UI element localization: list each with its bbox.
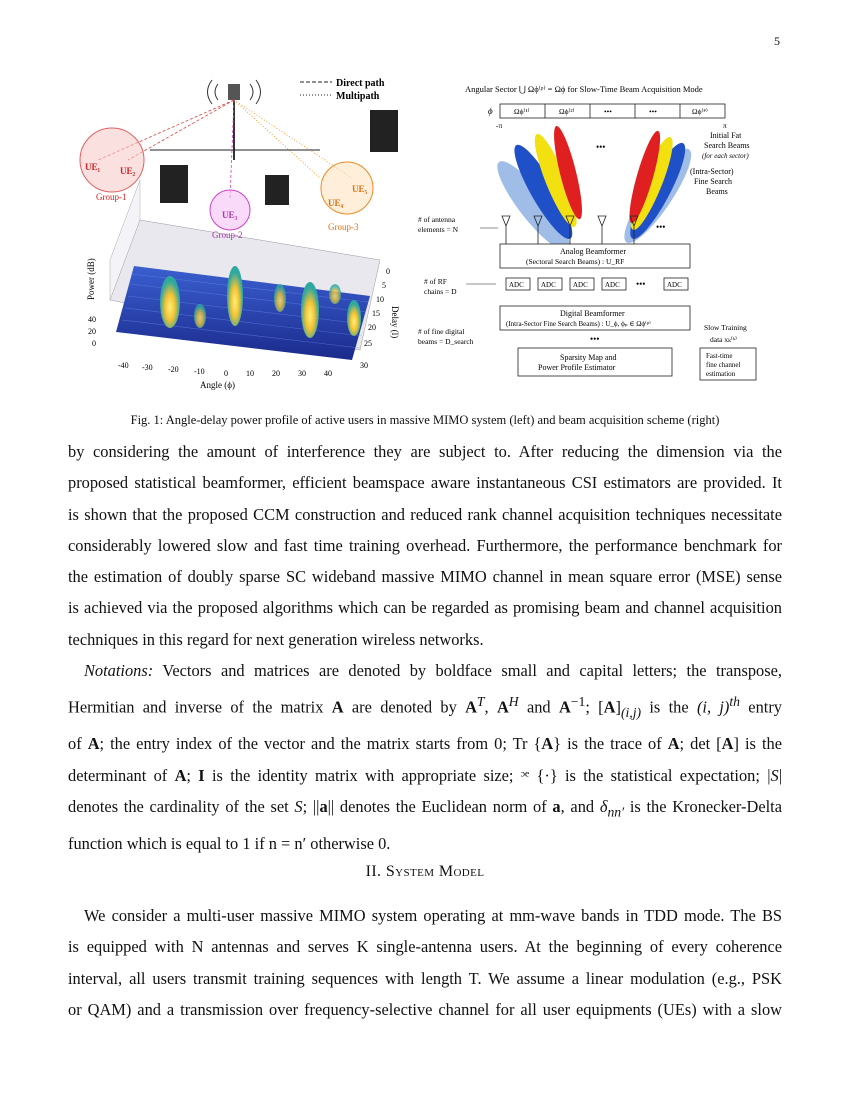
text-fragment: ; || [302,796,320,816]
text-fragment: determinant of [68,765,175,785]
text-fragment: , and [560,796,600,816]
text-fragment: Hermitian and inverse of the matrix [68,697,332,717]
x-tick-0: 0 [224,369,228,378]
text-line: is achieved via the proposed algorithms which can be regarded as promising beam and channel acquisition [68,598,782,618]
page-number: 5 [774,34,780,48]
figure-left-panel [70,70,400,400]
fine-beams-label-2: Fine Search [694,177,732,186]
group-1-circle [80,128,144,192]
section-heading [70,863,780,881]
beam-pattern [488,124,701,259]
antenna-label-2: elements = N [418,225,459,234]
antenna-label-1: # of antenna [418,215,456,224]
sector-cell-3: ••• [604,107,612,116]
text-line: determinant of A; I is the identity matrix with appropriate size; ᵓᵉ {·} is the statistical expectation; |S| [68,765,782,785]
beam-dots: ••• [596,142,606,152]
fine-digital-label-1: # of fine digital [418,327,465,336]
text-line [68,655,782,686]
adc-3: ADC [573,281,588,289]
x-tick-neg30: -30 [142,363,153,372]
text-line: is shown that the proposed CCM construction and reduced rank channel acquisition techniques necessitate [68,504,782,524]
fast-time-3: estimation [706,370,736,378]
text-line: We consider a multi-user massive MIMO system operating at mm-wave bands in TDD mode. The BS [84,906,782,925]
z-tick-15: 15 [372,309,380,318]
ue-label-4: UE₄ [328,198,344,208]
ue-label-1: UE₁ [85,162,101,172]
digital-bf-sub: (Intra-Sector Fine Search Beams) : U_ϕ, ϕₚ ∈ Ωϕ⁽ᵖ⁾ [506,320,651,328]
adc-4: ADC [605,281,620,289]
digital-dots: ••• [590,334,600,344]
y-tick-0: 0 [92,339,96,348]
fat-beams-label-1: Initial Fat [710,131,742,140]
phi-label: ϕ [488,106,493,116]
z-tick-0: 0 [386,267,390,276]
section-title: System Model [385,863,485,880]
ue-label-2: UE₂ [120,166,136,176]
sector-cell-2: Ωϕ⁽²⁾ [559,107,575,116]
adc-dots: ••• [636,279,646,289]
rf-label-1: # of RF [424,277,447,286]
text-fragment: is the [641,697,697,717]
text-line: or QAM) and a transmission over frequency-selective channel for all user equipments (UEs) with a slow [68,999,782,1019]
x-tick-neg20: -20 [168,365,179,374]
sparsity-sub: Power Profile Estimator [538,363,616,372]
text-fragment: and [518,697,559,717]
z-tick-30: 30 [360,361,368,370]
angular-sector-title: Angular Sector ⋃ Ωϕ⁽ᵖ⁾ = Ωϕ for Slow-Time Beam Acquisition Mode [465,84,703,94]
notations-heading: Notations: [84,661,154,680]
fast-time-2: fine channel [706,361,741,369]
base-station-icon [208,80,261,160]
slow-training-2: data xₖ⁽ᵏ⁾ [710,335,737,344]
adc-row [506,278,688,290]
analog-bf-sub: (Sectoral Search Beams) : U_RF [526,257,625,266]
paragraph-intro [68,436,782,655]
digital-bf-title: Digital Beamformer [560,309,625,318]
text-fragment: are denoted by [343,697,466,717]
text-fragment: is the identity matrix with appropriate size; ᵓᵉ {·} is the statistical expectation; | [204,765,771,785]
adc-1: ADC [509,281,524,289]
legend-multipath: Multipath [336,91,380,102]
text-fragment: } is the trace of [553,734,668,754]
fat-beams-label-3: (for each sector) [702,152,749,160]
x-tick-20: 20 [272,369,280,378]
fine-beams-label-1: (Intra-Sector) [690,167,734,176]
z-axis-label: Delay (l) [390,306,400,339]
x-tick-10: 10 [246,369,254,378]
text-line: of A; the entry index of the vector and the matrix starts from 0; Tr {A} is the trace of A; det [A] is the [68,734,782,754]
text-fragment: Vectors and matrices are denoted by boldface small and capital letters; the transpose, [162,661,782,680]
analog-bf-title: Analog Beamformer [560,247,626,256]
z-tick-20: 20 [368,323,376,332]
text-fragment: of [68,734,88,754]
ue-label-5: UE₅ [352,184,368,194]
adc-2: ADC [541,281,556,289]
text-fragment: is the Kronecker-Delta [624,796,782,816]
text-line: the estimation of doubly sparse SC wideband massive MIMO channel in mean square error (MSE) sense [68,567,782,587]
text-line: considerably lowered slow and fast time training overhead. Furthermore, the performance benchmark for [68,535,782,555]
sector-cell-5: Ωϕ⁽ᴾ⁾ [692,107,708,116]
rf-label-2: chains = D [424,287,457,296]
sector-cell-4: ••• [649,107,657,116]
x-tick-30: 30 [298,369,306,378]
x-tick-neg10: -10 [194,367,205,376]
figure-1 [70,70,780,400]
group-2-label: Group-2 [212,230,243,240]
fine-beams-label-3: Beams [706,187,728,196]
text-line: Hermitian and inverse of the matrix A are denoted by $A^T$, $A^H$ and $A^{-1}$; $[A]_{(i,j)}$ is the (i, j)$^{th}$ entry [68,694,782,721]
text-fragment: ; the entry index of the vector and the matrix starts from 0; Tr { [99,734,542,754]
z-tick-10: 10 [376,295,384,304]
text-fragment: | [778,765,782,785]
y-tick-20: 20 [88,327,96,336]
text-fragment: entry [740,697,782,717]
text-line: techniques in this regard for next generation wireless networks. [68,629,484,649]
y-axis-label: Power (dB) [86,258,96,300]
text-line: is equipped with N antennas and serves K single-antenna users. At the beginning of every coherence [68,937,782,957]
group-1-label: Group-1 [96,192,127,202]
y-tick-40: 40 [88,315,96,324]
text-line: by considering the amount of interference they are subject to. After reducing the dimension via the [68,442,782,461]
adc-5: ADC [667,281,682,289]
x-tick-neg40: -40 [118,361,129,370]
legend-direct-path: Direct path [336,78,385,89]
plus-pi-label: π [723,121,727,130]
z-tick-25: 25 [364,339,372,348]
antenna-dots: ••• [656,222,666,232]
text-fragment: denotes the cardinality of the set [68,796,295,816]
text-fragment: ; det [ [679,734,722,754]
paragraph-system-model [68,900,782,1025]
text-line: denotes the cardinality of the set S; ||a|| denotes the Euclidean norm of a, and $\delta_{nn'}$ is the Kronecker-Delta [68,796,782,820]
sector-cell-1: Ωϕ⁽¹⁾ [514,107,530,116]
fast-time-1: Fast-time [706,352,733,360]
x-tick-40: 40 [324,369,332,378]
text-fragment: ] is the [733,734,782,754]
figure-caption: Fig. 1: Angle-delay power profile of active users in massive MIMO system (left) and beam acquisition scheme (right) [130,413,720,427]
ue-label-3: UE₃ [222,210,238,220]
group-3-label: Group-3 [328,222,359,232]
text-line: function which is equal to 1 if n = n′ otherwise 0. [68,833,391,853]
fat-beams-label-2: Search Beams [704,141,750,150]
x-axis-label: Angle (ϕ) [200,380,235,390]
minus-pi-label: -π [496,121,503,130]
slow-training-1: Slow Training [704,323,747,332]
paragraph-notations [68,655,782,859]
text-fragment: || denotes the Euclidean norm of [327,796,553,816]
z-tick-5: 5 [382,281,386,290]
text-line: proposed statistical beamformer, efficient beamspace aware instantaneous CSI estimators are provided. It [68,473,782,493]
sector-bar [488,104,727,130]
figure-right-panel [410,70,780,400]
text-line: interval, all users transmit training sequences with length T. We assume a linear modulation (e.g., PSK [68,968,782,988]
section-number: II. [365,863,382,880]
sparsity-title: Sparsity Map and [560,353,617,362]
fine-digital-label-2: beams = D_search [418,337,474,346]
